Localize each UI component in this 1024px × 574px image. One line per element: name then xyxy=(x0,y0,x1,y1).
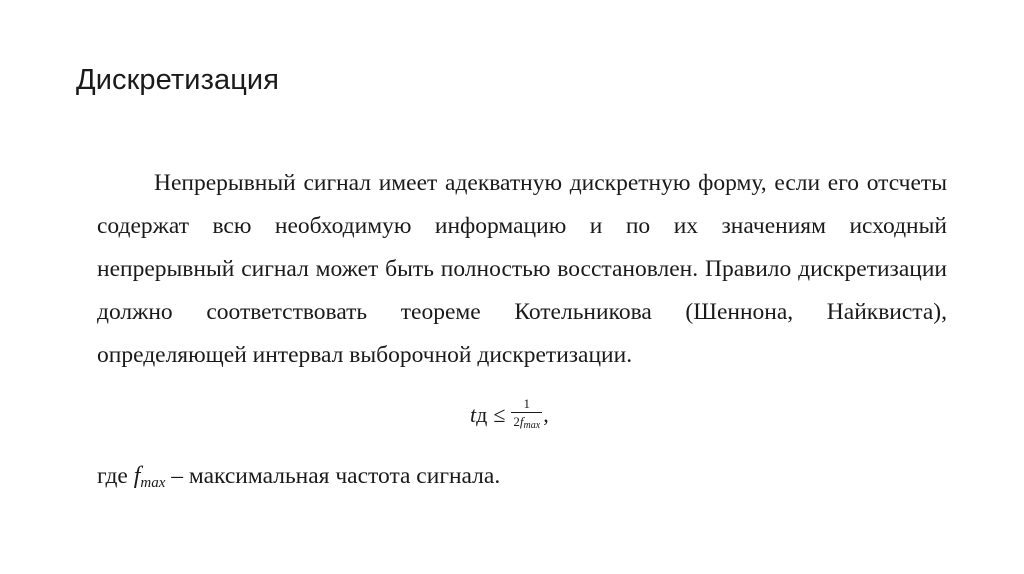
where-var: f xyxy=(133,463,141,489)
fraction-numerator: 1 xyxy=(523,396,531,411)
where-var-sub: max xyxy=(140,475,166,491)
slide-title: Дискретизация xyxy=(76,64,280,96)
where-var-group xyxy=(134,463,166,489)
sampling-formula xyxy=(470,396,549,433)
formula-trailing: , xyxy=(543,401,549,427)
denominator-var: f xyxy=(519,414,524,429)
formula-fraction xyxy=(511,396,542,433)
body-paragraph-text: Непрерывный сигнал имеет адекватную дискретную форму, если его отсчеты содержат всю необходимую информацию и по их значениям исходный непрерывный сигнал может быть полностью восстановлен. Правило дискретизации должно соответствовать теореме Котельникова (Шеннона, Найквиста), определяющей интервал выборочной дискретизации. xyxy=(97,170,947,368)
fraction-denominator xyxy=(511,414,542,433)
body-paragraph-block xyxy=(97,162,947,377)
fraction-bar xyxy=(511,412,542,413)
where-line xyxy=(97,458,500,501)
denominator-coef: 2 xyxy=(513,414,520,429)
where-suffix: – максимальная частота сигнала. xyxy=(165,463,501,489)
where-prefix: где xyxy=(97,463,134,489)
formula-lhs-sub: д xyxy=(476,401,488,427)
denominator-sub: max xyxy=(523,420,541,431)
body-paragraph xyxy=(97,162,947,377)
formula-lhs-var: t xyxy=(470,401,477,427)
formula-relation: ≤ xyxy=(493,401,506,427)
